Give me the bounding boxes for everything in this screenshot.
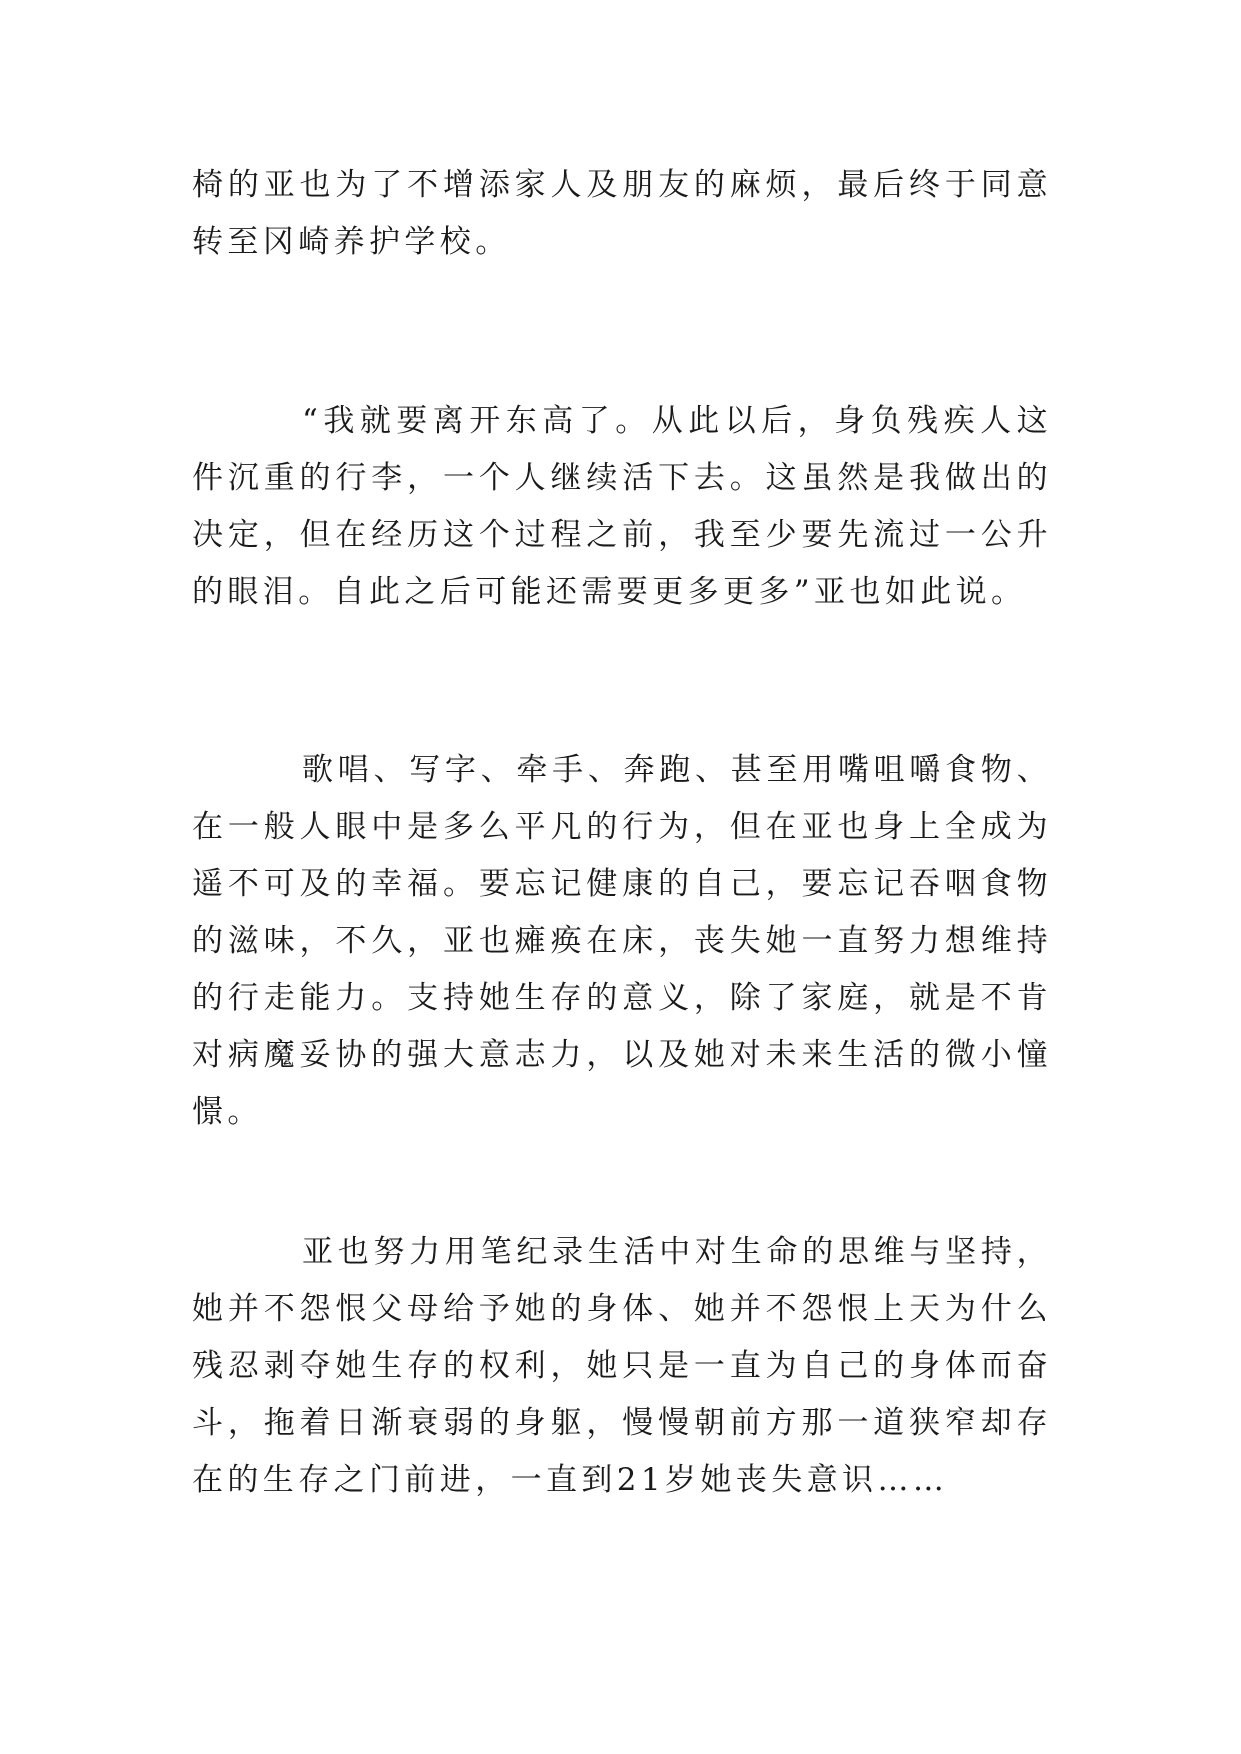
paragraph-1: 椅的亚也为了不增添家人及朋友的麻烦，最后终于同意转至冈崎养护学校。 [192,167,1052,260]
paragraph-4: 亚也努力用笔纪录生活中对生命的思维与坚持，她并不怨恨父母给予她的身体、她并不怨恨上天为什么残忍剥夺她生存的权利，她只是一直为自己的身体而奋斗，拖着日渐衰弱的身躯，慢慢朝前方那一道狭窄却存在的生存之门前进，一直到21岁她丧失意识…… [192,1234,1052,1498]
paragraph-2: “我就要离开东高了。从此以后，身负残疾人这件沉重的行李，一个人继续活下去。这虽然是我做出的决定，但在经历这个过程之前，我至少要先流过一公升的眼泪。自此之后可能还需要更多更多”亚也如此说。 [192,403,1052,610]
paragraph-3: 歌唱、写字、牵手、奔跑、甚至用嘴咀嚼食物、在一般人眼中是多么平凡的行为，但在亚也身上全成为遥不可及的幸福。要忘记健康的自己，要忘记吞咽食物的滋味，不久，亚也瘫痪在床，丧失她一直努力想维持的行走能力。支持她生存的意义，除了家庭，就是不肯对病魔妥协的强大意志力，以及她对未来生活的微小憧憬。 [192,752,1052,1130]
